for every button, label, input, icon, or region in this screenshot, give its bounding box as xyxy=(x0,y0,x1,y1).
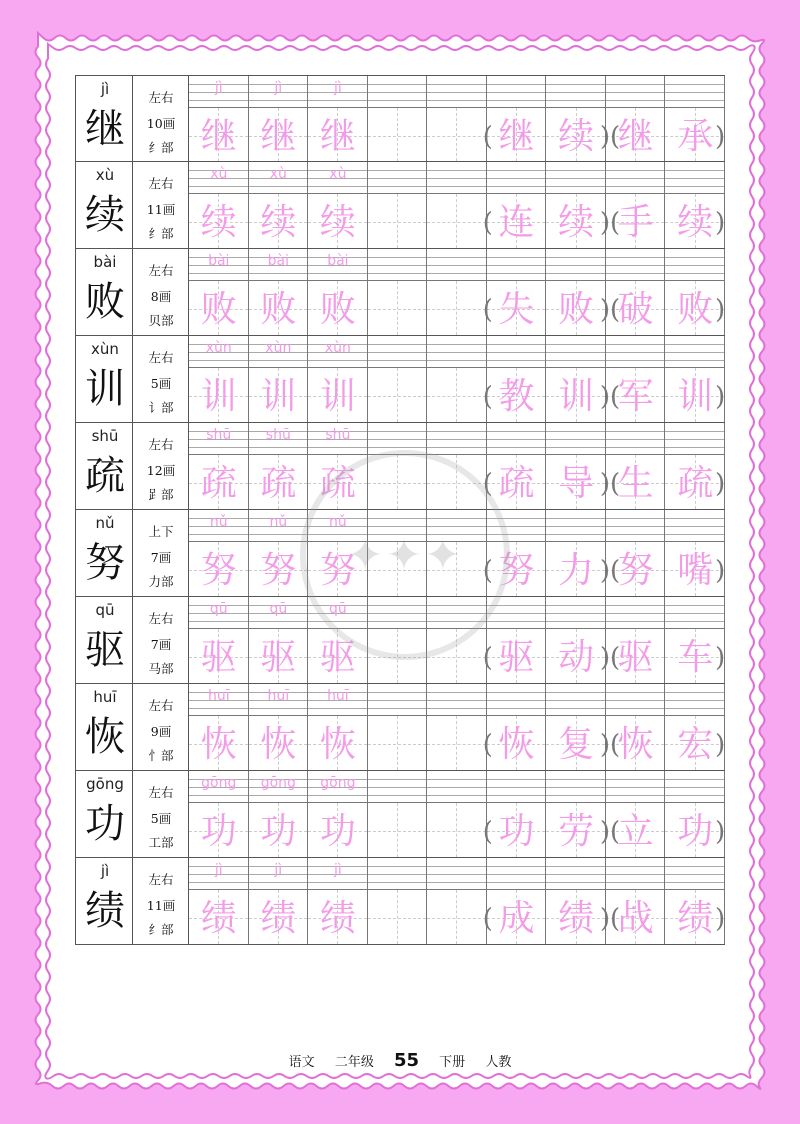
word-char: 劳 xyxy=(558,811,595,852)
grid-guide xyxy=(456,368,457,422)
grid-guide xyxy=(456,716,457,770)
char-struct: 左右 xyxy=(148,611,174,626)
word-char: 驱 xyxy=(498,637,535,678)
word-char: 连 xyxy=(498,202,535,243)
trace-pinyin: xù xyxy=(269,166,287,182)
char-strokes: 11画 xyxy=(146,202,176,217)
practice-grid xyxy=(189,684,725,770)
grid-guide xyxy=(368,136,427,137)
word-char: 绩 xyxy=(677,898,714,939)
word-char: 继 xyxy=(498,116,535,157)
word-char: 续 xyxy=(558,202,595,243)
trace-hanzi: 功 xyxy=(260,811,297,852)
trace-hanzi: 训 xyxy=(200,376,237,417)
word-char: 车 xyxy=(677,637,714,678)
trace-pinyin: gōng xyxy=(201,775,237,791)
trace-pinyin: gōng xyxy=(260,775,296,791)
trace-pinyin: qū xyxy=(269,601,288,617)
trace-pinyin: shū xyxy=(265,427,291,443)
grid-cell[interactable] xyxy=(368,771,428,857)
grid-guide xyxy=(397,108,398,161)
footer-volume: 下册 xyxy=(439,1055,466,1070)
word-char: 手 xyxy=(617,202,654,243)
grid-guide xyxy=(397,803,398,857)
char-strokes: 5画 xyxy=(150,811,172,826)
word-char: 恢 xyxy=(617,724,654,765)
trace-hanzi: 继 xyxy=(200,116,237,157)
grid-guide xyxy=(456,890,457,944)
word-bracket: ) xyxy=(715,295,726,325)
target-hanzi: 继 xyxy=(85,106,125,152)
page-footer xyxy=(0,1050,800,1071)
grid-guide xyxy=(427,309,486,310)
trace-pinyin: bài xyxy=(327,253,349,269)
word-bracket: ) xyxy=(715,122,726,152)
trace-pinyin: xùn xyxy=(324,340,351,356)
char-radical: 纟部 xyxy=(148,922,174,937)
char-info-cell xyxy=(133,423,189,509)
char-radical: 贝部 xyxy=(148,313,174,328)
trace-hanzi: 绩 xyxy=(319,898,356,939)
char-radical: 纟部 xyxy=(148,140,174,155)
char-radical: 𧾷部 xyxy=(148,487,174,502)
trace-hanzi: 恢 xyxy=(319,724,356,765)
trace-pinyin: qū xyxy=(209,601,228,617)
grid-guide xyxy=(368,831,427,832)
word-bracket: ( xyxy=(482,469,493,499)
target-pinyin: qū xyxy=(95,601,115,619)
practice-grid xyxy=(189,858,725,944)
trace-hanzi: 训 xyxy=(260,376,297,417)
char-struct: 左右 xyxy=(148,176,174,191)
word-bracket: ) xyxy=(715,208,726,238)
trace-pinyin: xù xyxy=(329,166,347,182)
target-hanzi: 功 xyxy=(85,801,125,847)
char-struct: 左右 xyxy=(148,785,174,800)
trace-pinyin: nǔ xyxy=(329,514,347,530)
target-char-cell xyxy=(75,336,133,422)
char-strokes: 7画 xyxy=(150,550,172,565)
trace-hanzi: 恢 xyxy=(260,724,297,765)
word-bracket: )( xyxy=(599,556,621,586)
target-pinyin: xùn xyxy=(91,340,119,358)
word-char: 继 xyxy=(617,116,654,157)
target-char-cell xyxy=(75,510,133,596)
trace-hanzi: 继 xyxy=(260,116,297,157)
word-bracket: )( xyxy=(599,208,621,238)
grid-guide xyxy=(427,136,486,137)
char-struct: 左右 xyxy=(148,872,174,887)
char-row-2 xyxy=(75,162,725,249)
trace-pinyin: nǔ xyxy=(269,514,288,530)
trace-pinyin: gōng xyxy=(320,775,356,791)
word-bracket: ) xyxy=(715,904,726,934)
char-info-cell xyxy=(133,336,189,422)
trace-hanzi: 驱 xyxy=(260,637,297,678)
trace-pinyin: jì xyxy=(214,80,223,96)
char-radical: 力部 xyxy=(148,574,174,589)
trace-hanzi: 续 xyxy=(260,202,297,243)
word-char: 战 xyxy=(617,898,654,939)
word-bracket: ( xyxy=(482,643,493,673)
trace-hanzi: 败 xyxy=(200,289,237,330)
word-bracket: ) xyxy=(715,730,726,760)
trace-pinyin: jì xyxy=(274,862,283,878)
char-strokes: 5画 xyxy=(150,376,172,391)
word-char: 绩 xyxy=(558,898,595,939)
grid-cell[interactable] xyxy=(368,249,428,335)
word-bracket: ( xyxy=(482,904,493,934)
grid-cell[interactable] xyxy=(427,249,487,335)
word-bracket: ) xyxy=(715,643,726,673)
footer-subject: 语文 xyxy=(288,1055,315,1070)
target-hanzi: 败 xyxy=(85,279,125,325)
word-char: 复 xyxy=(558,724,595,765)
grid-guide xyxy=(368,396,427,397)
char-radical: 讠部 xyxy=(148,400,174,415)
word-char: 努 xyxy=(617,550,654,591)
grid-guide xyxy=(397,194,398,248)
word-char: 承 xyxy=(677,116,714,157)
target-pinyin: nǔ xyxy=(95,514,115,532)
char-struct: 左右 xyxy=(148,698,174,713)
word-char: 续 xyxy=(558,116,595,157)
word-char: 破 xyxy=(617,289,654,330)
char-row-3 xyxy=(75,249,725,336)
word-char: 成 xyxy=(498,898,535,939)
grid-guide xyxy=(397,281,398,335)
char-struct: 左右 xyxy=(148,437,174,452)
word-bracket: ) xyxy=(715,382,726,412)
trace-hanzi: 续 xyxy=(200,202,237,243)
grid-guide xyxy=(397,368,398,422)
word-char: 败 xyxy=(677,289,714,330)
grid-guide xyxy=(456,108,457,161)
trace-hanzi: 疏 xyxy=(319,463,356,504)
char-row-10 xyxy=(75,858,725,945)
trace-pinyin: huī xyxy=(267,688,290,704)
grid-cell[interactable] xyxy=(427,76,487,161)
trace-hanzi: 努 xyxy=(260,550,297,591)
trace-pinyin: huī xyxy=(327,688,349,704)
footer-grade: 二年级 xyxy=(334,1055,374,1070)
grid-guide xyxy=(427,396,486,397)
practice-grid xyxy=(189,771,725,857)
target-pinyin: jì xyxy=(100,862,110,880)
target-pinyin: bài xyxy=(93,253,117,271)
word-bracket: ( xyxy=(482,208,493,238)
trace-pinyin: xùn xyxy=(205,340,232,356)
target-char-cell xyxy=(75,597,133,683)
word-bracket: ( xyxy=(482,295,493,325)
char-radical: 工部 xyxy=(148,835,174,850)
target-hanzi: 训 xyxy=(85,366,125,412)
trace-hanzi: 败 xyxy=(319,289,356,330)
char-row-8 xyxy=(75,684,725,771)
grid-guide xyxy=(427,657,486,658)
word-char: 驱 xyxy=(617,637,654,678)
word-char: 疏 xyxy=(677,463,714,504)
word-bracket: ( xyxy=(482,730,493,760)
word-bracket: ) xyxy=(715,556,726,586)
word-bracket: ) xyxy=(715,817,726,847)
grid-guide xyxy=(397,890,398,944)
grid-cell[interactable] xyxy=(427,771,487,857)
target-char-cell xyxy=(75,162,133,248)
grid-guide xyxy=(456,194,457,248)
char-info-cell xyxy=(133,597,189,683)
trace-hanzi: 功 xyxy=(200,811,237,852)
trace-pinyin: jì xyxy=(333,80,342,96)
target-pinyin: xù xyxy=(95,166,115,184)
trace-hanzi: 绩 xyxy=(200,898,237,939)
grid-cell[interactable] xyxy=(368,684,428,770)
grid-cell[interactable] xyxy=(427,858,487,944)
trace-pinyin: xù xyxy=(210,166,228,182)
page-number: 55 xyxy=(393,1050,420,1071)
trace-pinyin: xùn xyxy=(265,340,292,356)
grid-guide xyxy=(456,803,457,857)
grid-guide xyxy=(368,222,427,223)
word-char: 导 xyxy=(558,463,595,504)
word-char: 努 xyxy=(498,550,535,591)
word-char: 功 xyxy=(677,811,714,852)
word-char: 失 xyxy=(498,289,535,330)
word-char: 宏 xyxy=(677,724,714,765)
word-char: 生 xyxy=(617,463,654,504)
trace-pinyin: bài xyxy=(267,253,289,269)
word-char: 训 xyxy=(677,376,714,417)
word-char: 教 xyxy=(498,376,535,417)
grid-guide xyxy=(427,744,486,745)
char-struct: 左右 xyxy=(148,350,174,365)
target-hanzi: 续 xyxy=(85,192,125,238)
target-char-cell xyxy=(75,858,133,944)
trace-pinyin: jì xyxy=(214,862,223,878)
trace-pinyin: qū xyxy=(329,601,347,617)
target-pinyin: shū xyxy=(91,427,119,445)
target-hanzi: 努 xyxy=(85,540,125,586)
word-char: 动 xyxy=(558,637,595,678)
target-hanzi: 绩 xyxy=(85,888,125,934)
target-char-cell xyxy=(75,249,133,335)
target-hanzi: 驱 xyxy=(85,627,125,673)
grid-guide xyxy=(368,918,427,919)
practice-grid xyxy=(189,76,725,161)
word-bracket: )( xyxy=(599,817,621,847)
word-bracket: )( xyxy=(599,382,621,412)
char-info-cell xyxy=(133,771,189,857)
grid-guide xyxy=(397,716,398,770)
char-info-cell xyxy=(133,684,189,770)
trace-hanzi: 努 xyxy=(200,550,237,591)
target-char-cell xyxy=(75,684,133,770)
word-char: 疏 xyxy=(498,463,535,504)
word-char: 立 xyxy=(617,811,654,852)
grid-cell[interactable] xyxy=(427,162,487,248)
practice-grid xyxy=(189,249,725,335)
trace-hanzi: 绩 xyxy=(260,898,297,939)
target-hanzi: 恢 xyxy=(85,714,125,760)
char-struct: 左右 xyxy=(148,90,174,105)
grid-guide xyxy=(368,309,427,310)
trace-pinyin: jì xyxy=(274,80,283,96)
char-strokes: 12画 xyxy=(146,463,176,478)
word-char: 军 xyxy=(617,376,654,417)
word-char: 恢 xyxy=(498,724,535,765)
grid-cell[interactable] xyxy=(368,76,428,161)
word-bracket: ( xyxy=(482,556,493,586)
char-strokes: 11画 xyxy=(146,898,176,913)
trace-hanzi: 训 xyxy=(319,376,356,417)
trace-hanzi: 疏 xyxy=(200,463,237,504)
grid-cell[interactable] xyxy=(427,336,487,422)
word-bracket: )( xyxy=(599,643,621,673)
target-pinyin: gōng xyxy=(86,775,124,793)
grid-guide xyxy=(427,222,486,223)
char-row-9 xyxy=(75,771,725,858)
target-pinyin: jì xyxy=(100,80,110,98)
grid-cell[interactable] xyxy=(427,684,487,770)
trace-hanzi: 驱 xyxy=(319,637,356,678)
char-strokes: 9画 xyxy=(150,724,172,739)
trace-pinyin: huī xyxy=(207,688,230,704)
word-char: 败 xyxy=(558,289,595,330)
word-bracket: )( xyxy=(599,730,621,760)
trace-hanzi: 继 xyxy=(319,116,356,157)
trace-pinyin: shū xyxy=(325,427,351,443)
char-strokes: 7画 xyxy=(150,637,172,652)
target-char-cell xyxy=(75,76,133,161)
trace-hanzi: 功 xyxy=(319,811,356,852)
watermark-seal: ✦✦✦ xyxy=(300,450,510,660)
target-hanzi: 疏 xyxy=(85,453,125,499)
char-radical: 纟部 xyxy=(148,226,174,241)
grid-cell[interactable] xyxy=(368,858,428,944)
word-bracket: )( xyxy=(599,295,621,325)
word-char: 训 xyxy=(558,376,595,417)
word-char: 续 xyxy=(677,202,714,243)
char-info-cell xyxy=(133,510,189,596)
target-char-cell xyxy=(75,771,133,857)
trace-hanzi: 恢 xyxy=(200,724,237,765)
char-struct: 左右 xyxy=(148,263,174,278)
word-bracket: ( xyxy=(482,382,493,412)
word-bracket: )( xyxy=(599,904,621,934)
target-char-cell xyxy=(75,423,133,509)
practice-grid xyxy=(189,336,725,422)
word-bracket: ( xyxy=(482,817,493,847)
trace-hanzi: 续 xyxy=(319,202,356,243)
char-row-4 xyxy=(75,336,725,423)
word-bracket: )( xyxy=(599,469,621,499)
char-info-cell xyxy=(133,858,189,944)
char-row-1 xyxy=(75,75,725,162)
grid-guide xyxy=(368,744,427,745)
grid-cell[interactable] xyxy=(368,336,428,422)
practice-grid xyxy=(189,162,725,248)
grid-guide xyxy=(456,281,457,335)
trace-hanzi: 败 xyxy=(260,289,297,330)
word-bracket: ) xyxy=(715,469,726,499)
char-radical: 马部 xyxy=(148,661,174,676)
char-strokes: 10画 xyxy=(146,116,176,131)
target-pinyin: huī xyxy=(93,688,117,706)
char-info-cell xyxy=(133,76,189,161)
grid-guide xyxy=(427,918,486,919)
char-struct: 上下 xyxy=(148,524,174,539)
trace-pinyin: shū xyxy=(206,427,232,443)
char-info-cell xyxy=(133,249,189,335)
char-strokes: 8画 xyxy=(150,289,172,304)
grid-guide xyxy=(427,831,486,832)
word-char: 嘴 xyxy=(677,550,714,591)
word-char: 力 xyxy=(558,550,595,591)
trace-hanzi: 驱 xyxy=(200,637,237,678)
trace-pinyin: bài xyxy=(208,253,230,269)
word-bracket: )( xyxy=(599,122,621,152)
footer-edition: 人教 xyxy=(485,1055,512,1070)
trace-pinyin: nǔ xyxy=(209,514,228,530)
char-radical: 忄部 xyxy=(148,748,174,763)
trace-hanzi: 疏 xyxy=(260,463,297,504)
trace-pinyin: jì xyxy=(333,862,342,878)
word-bracket: ( xyxy=(482,122,493,152)
grid-cell[interactable] xyxy=(368,162,428,248)
word-char: 功 xyxy=(498,811,535,852)
char-info-cell xyxy=(133,162,189,248)
trace-hanzi: 努 xyxy=(319,550,356,591)
